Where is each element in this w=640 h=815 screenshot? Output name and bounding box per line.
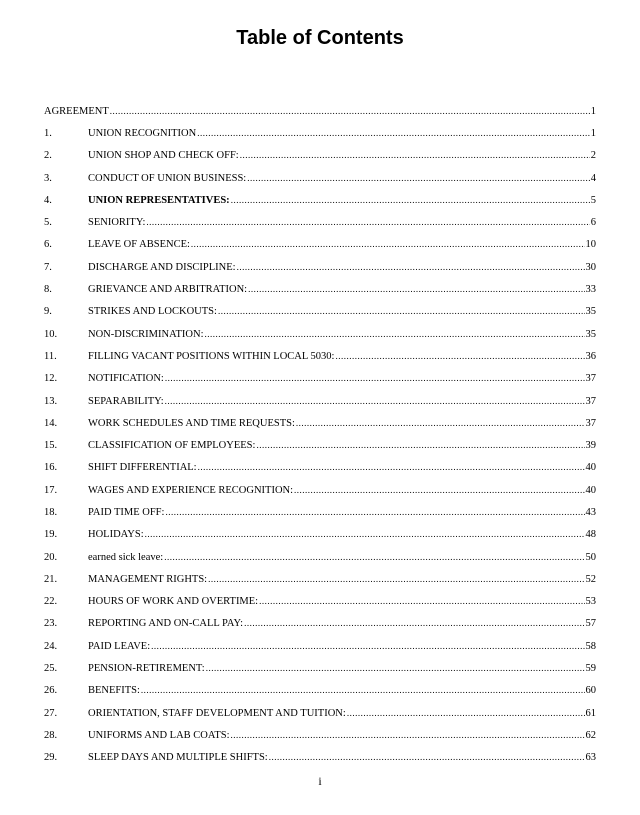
toc-entry[interactable] [44,479,596,501]
toc-entry-page: 53 [585,596,596,608]
toc-entry-label: AGREEMENT [44,105,109,117]
toc-entry[interactable] [44,234,596,256]
page-title: Table of Contents [236,27,404,49]
toc-entry-page: 50 [585,551,596,563]
toc-entry-label: BENEFITS: [88,685,140,697]
toc-entry-number: 28. [44,729,58,741]
toc-entry-title [44,106,596,117]
dot-leader [206,663,585,673]
toc-entry[interactable] [44,657,596,679]
toc-entry-label: SEPARABILITY: [88,395,164,407]
toc-entry-label: WORK SCHEDULES AND TIME REQUESTS: [88,417,295,429]
toc-entry-label: SENIORITY: [88,217,146,229]
toc-entry-label: GRIEVANCE AND ARBITRATION: [88,284,248,296]
toc-entry[interactable] [44,323,596,345]
toc-entry[interactable] [44,724,596,746]
toc-entry-page: 30 [585,261,596,273]
toc-entry[interactable] [44,501,596,523]
toc-entry-title [88,217,596,228]
toc-entry[interactable] [44,167,596,189]
toc-entry-page: 40 [585,462,596,474]
toc-entry-label: DISCHARGE AND DISCIPLINE: [88,261,236,273]
dot-leader [244,618,584,628]
toc-entry-number: 8. [44,284,52,296]
table-of-contents [44,100,596,769]
toc-entry-label: NON-DISCRIMINATION: [88,328,204,340]
dot-leader [269,752,585,762]
toc-entry-page: 5 [590,194,596,206]
toc-entry-number: 5. [44,217,52,229]
toc-entry-page: 61 [585,707,596,719]
toc-entry-title [88,306,596,317]
toc-entry-title [88,150,596,161]
toc-entry-title [88,128,596,139]
toc-entry-number: 2. [44,150,52,162]
toc-entry-number: 9. [44,306,52,318]
toc-entry-label: HOURS OF WORK AND OVERTIME: [88,596,259,608]
toc-entry-title [88,173,596,184]
toc-entry-page: 10 [585,239,596,251]
toc-entry-number: 19. [44,529,58,541]
toc-entry-label: NOTIFICATION: [88,373,164,385]
toc-entry-title [88,552,596,563]
dot-leader [294,485,584,495]
dot-leader [296,418,585,428]
dot-leader [165,396,585,406]
toc-entry-label: CONDUCT OF UNION BUSINESS: [88,172,247,184]
toc-entry[interactable] [44,345,596,367]
dot-leader [240,150,590,160]
dot-leader [259,596,584,606]
toc-entry-label: WAGES AND EXPERIENCE RECOGNITION: [88,484,294,496]
dot-leader [151,641,584,651]
toc-entry-page: 4 [590,172,596,184]
toc-entry-label: MANAGEMENT RIGHTS: [88,573,208,585]
toc-entry-page: 52 [585,573,596,585]
toc-entry-label: UNION SHOP AND CHECK OFF: [88,150,239,162]
toc-entry-page: 1 [590,105,596,117]
toc-entry[interactable] [44,211,596,233]
toc-entry-label: UNION RECOGNITION [88,127,197,139]
dot-leader [230,730,584,740]
toc-entry-title [88,485,596,496]
toc-entry-title [88,373,596,384]
toc-entry-title [88,618,596,629]
dot-leader [231,195,590,205]
toc-entry-number: 20. [44,551,58,563]
toc-entry-title [88,284,596,295]
toc-entry-label: PENSION-RETIREMENT: [88,663,205,675]
toc-entry-page: 6 [590,217,596,229]
dot-leader [145,529,585,539]
dot-leader [198,462,585,472]
toc-entry-label: REPORTING AND ON-CALL PAY: [88,618,244,630]
toc-entry-number: 23. [44,618,58,630]
toc-entry[interactable] [44,613,596,635]
toc-entry-page: 37 [585,417,596,429]
toc-entry-title [88,440,596,451]
dot-leader [164,552,584,562]
toc-entry-title [88,641,596,652]
toc-entry[interactable] [44,256,596,278]
toc-entry-number: 12. [44,373,58,385]
toc-entry-number: 1. [44,127,52,139]
toc-entry[interactable] [44,301,596,323]
toc-entry[interactable] [44,524,596,546]
toc-entry-page: 43 [585,506,596,518]
toc-entry-page: 2 [590,150,596,162]
toc-entry-label: UNION REPRESENTATIVES: [88,194,230,206]
toc-entry[interactable] [44,122,596,144]
toc-entry-number: 27. [44,707,58,719]
toc-entry-label: UNIFORMS AND LAB COATS: [88,729,230,741]
toc-entry-title [88,574,596,585]
toc-entry-label: STRIKES AND LOCKOUTS: [88,306,217,318]
toc-entry-title [88,752,596,763]
toc-entry-page: 57 [585,618,596,630]
toc-entry-page: 48 [585,529,596,541]
dot-leader [191,239,585,249]
toc-entry[interactable] [44,747,596,769]
dot-leader [165,507,584,517]
dot-leader [248,284,584,294]
toc-entry-label: ORIENTATION, STAFF DEVELOPMENT AND TUITION: [88,707,346,719]
toc-entry-label: PAID TIME OFF: [88,506,165,518]
toc-entry-title [88,351,596,362]
toc-entry-title [88,663,596,674]
toc-entry[interactable] [44,680,596,702]
toc-entry-number: 17. [44,484,58,496]
toc-entry-title [88,329,596,340]
toc-entry-title [88,462,596,473]
toc-entry[interactable] [44,145,596,167]
toc-entry-title [88,195,596,206]
toc-entry-title [88,262,596,273]
toc-entry-page: 58 [585,640,596,652]
toc-entry-number: 10. [44,328,58,340]
toc-entry-title [88,507,596,518]
toc-entry-title [88,685,596,696]
toc-entry-title [88,396,596,407]
dot-leader [218,306,585,316]
toc-entry-label: FILLING VACANT POSITIONS WITHIN LOCAL 5030: [88,350,335,362]
dot-leader [237,262,585,272]
toc-entry[interactable] [44,189,596,211]
dot-leader [110,106,590,116]
toc-entry-label: SHIFT DIFFERENTIAL: [88,462,197,474]
toc-entry-page: 35 [585,306,596,318]
toc-entry-number: 21. [44,573,58,585]
toc-entry-number: 4. [44,194,52,206]
toc-entry[interactable] [44,412,596,434]
toc-entry-page: 59 [585,663,596,675]
toc-entry[interactable] [44,702,596,724]
toc-entry-number: 6. [44,239,52,251]
toc-entry-number: 29. [44,752,58,764]
dot-leader [165,373,585,383]
toc-entry-title [88,596,596,607]
toc-entry-agreement[interactable] [44,100,596,122]
toc-entry[interactable] [44,457,596,479]
toc-entry[interactable] [44,591,596,613]
toc-entry-label: SLEEP DAYS AND MULTIPLE SHIFTS: [88,752,268,764]
toc-entry-page: 60 [585,685,596,697]
toc-entry-label: LEAVE OF ABSENCE: [88,239,190,251]
toc-entry-page: 62 [585,729,596,741]
toc-entry-number: 15. [44,440,58,452]
toc-entry-page: 36 [585,350,596,362]
toc-entry-page: 63 [585,752,596,764]
toc-entry[interactable] [44,368,596,390]
toc-entry[interactable] [44,390,596,412]
toc-entry[interactable] [44,434,596,456]
dot-leader [247,173,590,183]
dot-leader [205,329,585,339]
toc-entry-page: 39 [585,440,596,452]
toc-entry-title [88,529,596,540]
dot-leader [146,217,589,227]
dot-leader [141,685,585,695]
toc-entry[interactable] [44,546,596,568]
toc-entry-page: 1 [590,127,596,139]
toc-entry[interactable] [44,278,596,300]
toc-entry-label: earned sick leave: [88,551,164,563]
toc-entry-number: 13. [44,395,58,407]
dot-leader [335,351,584,361]
toc-entry-number: 7. [44,261,52,273]
toc-entry-number: 22. [44,596,58,608]
toc-entry-page: 33 [585,284,596,296]
toc-entry[interactable] [44,568,596,590]
dot-leader [208,574,584,584]
dot-leader [347,708,585,718]
toc-entry-label: CLASSIFICATION OF EMPLOYEES: [88,440,256,452]
toc-entry-title [88,418,596,429]
toc-entry-number: 26. [44,685,58,697]
page-number: i [318,774,322,788]
toc-entry-number: 11. [44,350,57,362]
dot-leader [197,128,590,138]
toc-entry-number: 18. [44,506,58,518]
toc-entry-title [88,239,596,250]
toc-entry-page: 40 [585,484,596,496]
toc-entry-label: HOLIDAYS: [88,529,144,541]
toc-entry-page: 35 [585,328,596,340]
toc-entry-title [88,730,596,741]
toc-entry-title [88,708,596,719]
toc-entry-number: 14. [44,417,58,429]
toc-entry-page: 37 [585,373,596,385]
toc-entry-label: PAID LEAVE: [88,640,151,652]
toc-entry-number: 24. [44,640,58,652]
toc-entry-number: 3. [44,172,52,184]
toc-entry-number: 16. [44,462,58,474]
dot-leader [256,440,584,450]
toc-entry[interactable] [44,635,596,657]
toc-entry-page: 37 [585,395,596,407]
toc-entry-number: 25. [44,663,58,675]
